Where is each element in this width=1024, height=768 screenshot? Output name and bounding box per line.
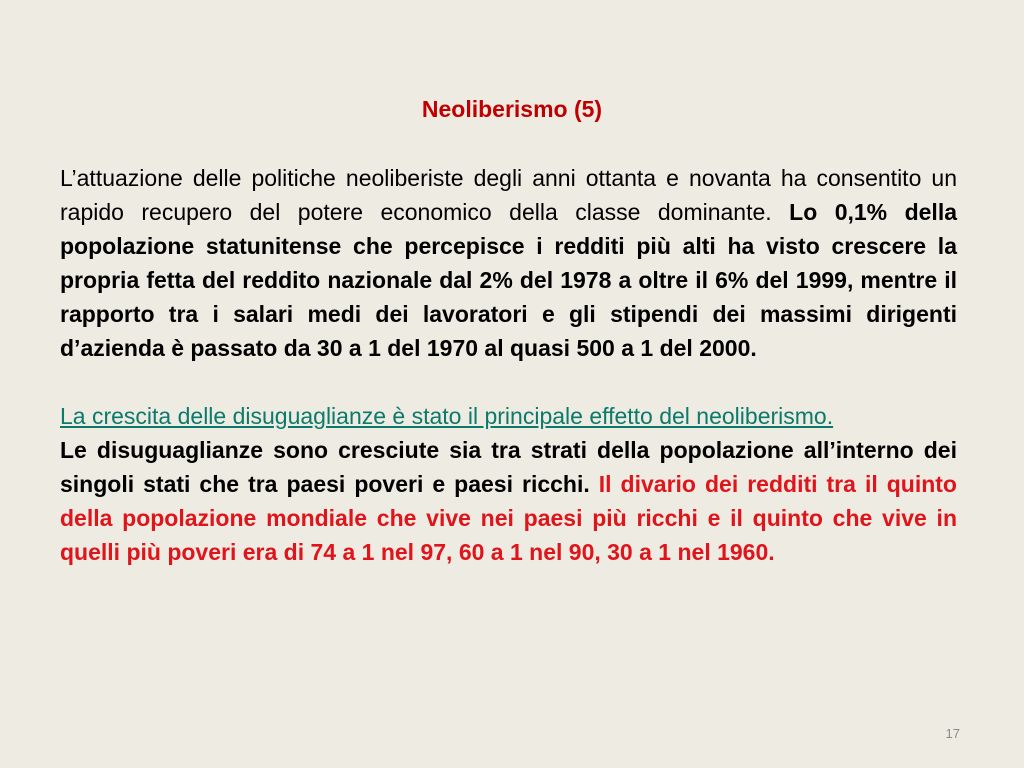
- paragraph-1: [60, 161, 957, 365]
- link-paragraph: [60, 399, 957, 433]
- paragraph-2: [60, 433, 957, 569]
- paragraph-1-bold: Lo 0,1% della popolazione statunitense che percepisce i redditi più alti ha visto crescere la propria fetta del reddito nazionale dal 2% del 1978 a oltre il 6% del 1999, mentre il rapporto tra i salari medi dei lavoratori e gli stipendi dei massimi dirigenti d’azienda è passato da 30 a 1 del 1970 al quasi 500 a 1 del 2000.: [60, 199, 957, 361]
- slide-body: [60, 161, 957, 569]
- paragraph-2-bold: Le disuguaglianze sono cresciute sia tra strati della popolazione all’interno dei singoli stati che tra paesi poveri e paesi ricchi.: [60, 437, 957, 497]
- spacer: [60, 365, 957, 399]
- paragraph-1-intro: L’attuazione delle politiche neoliberiste degli anni ottanta e novanta ha consentito un rapido recupero del potere economico della classe dominante.: [60, 165, 957, 225]
- page-number: 17: [945, 726, 960, 741]
- paragraph-2-red: Il divario dei redditi tra il quinto della popolazione mondiale che vive nei paesi più ricchi e il quinto che vive in quelli più poveri era di 74 a 1 nel 97, 60 a 1 nel 90, 30 a 1 nel 1960.: [60, 471, 957, 565]
- disuguaglianze-link[interactable]: La crescita delle disuguaglianze è stato il principale effetto del neoliberismo.: [60, 403, 834, 429]
- slide-title: Neoliberismo (5): [421, 96, 603, 122]
